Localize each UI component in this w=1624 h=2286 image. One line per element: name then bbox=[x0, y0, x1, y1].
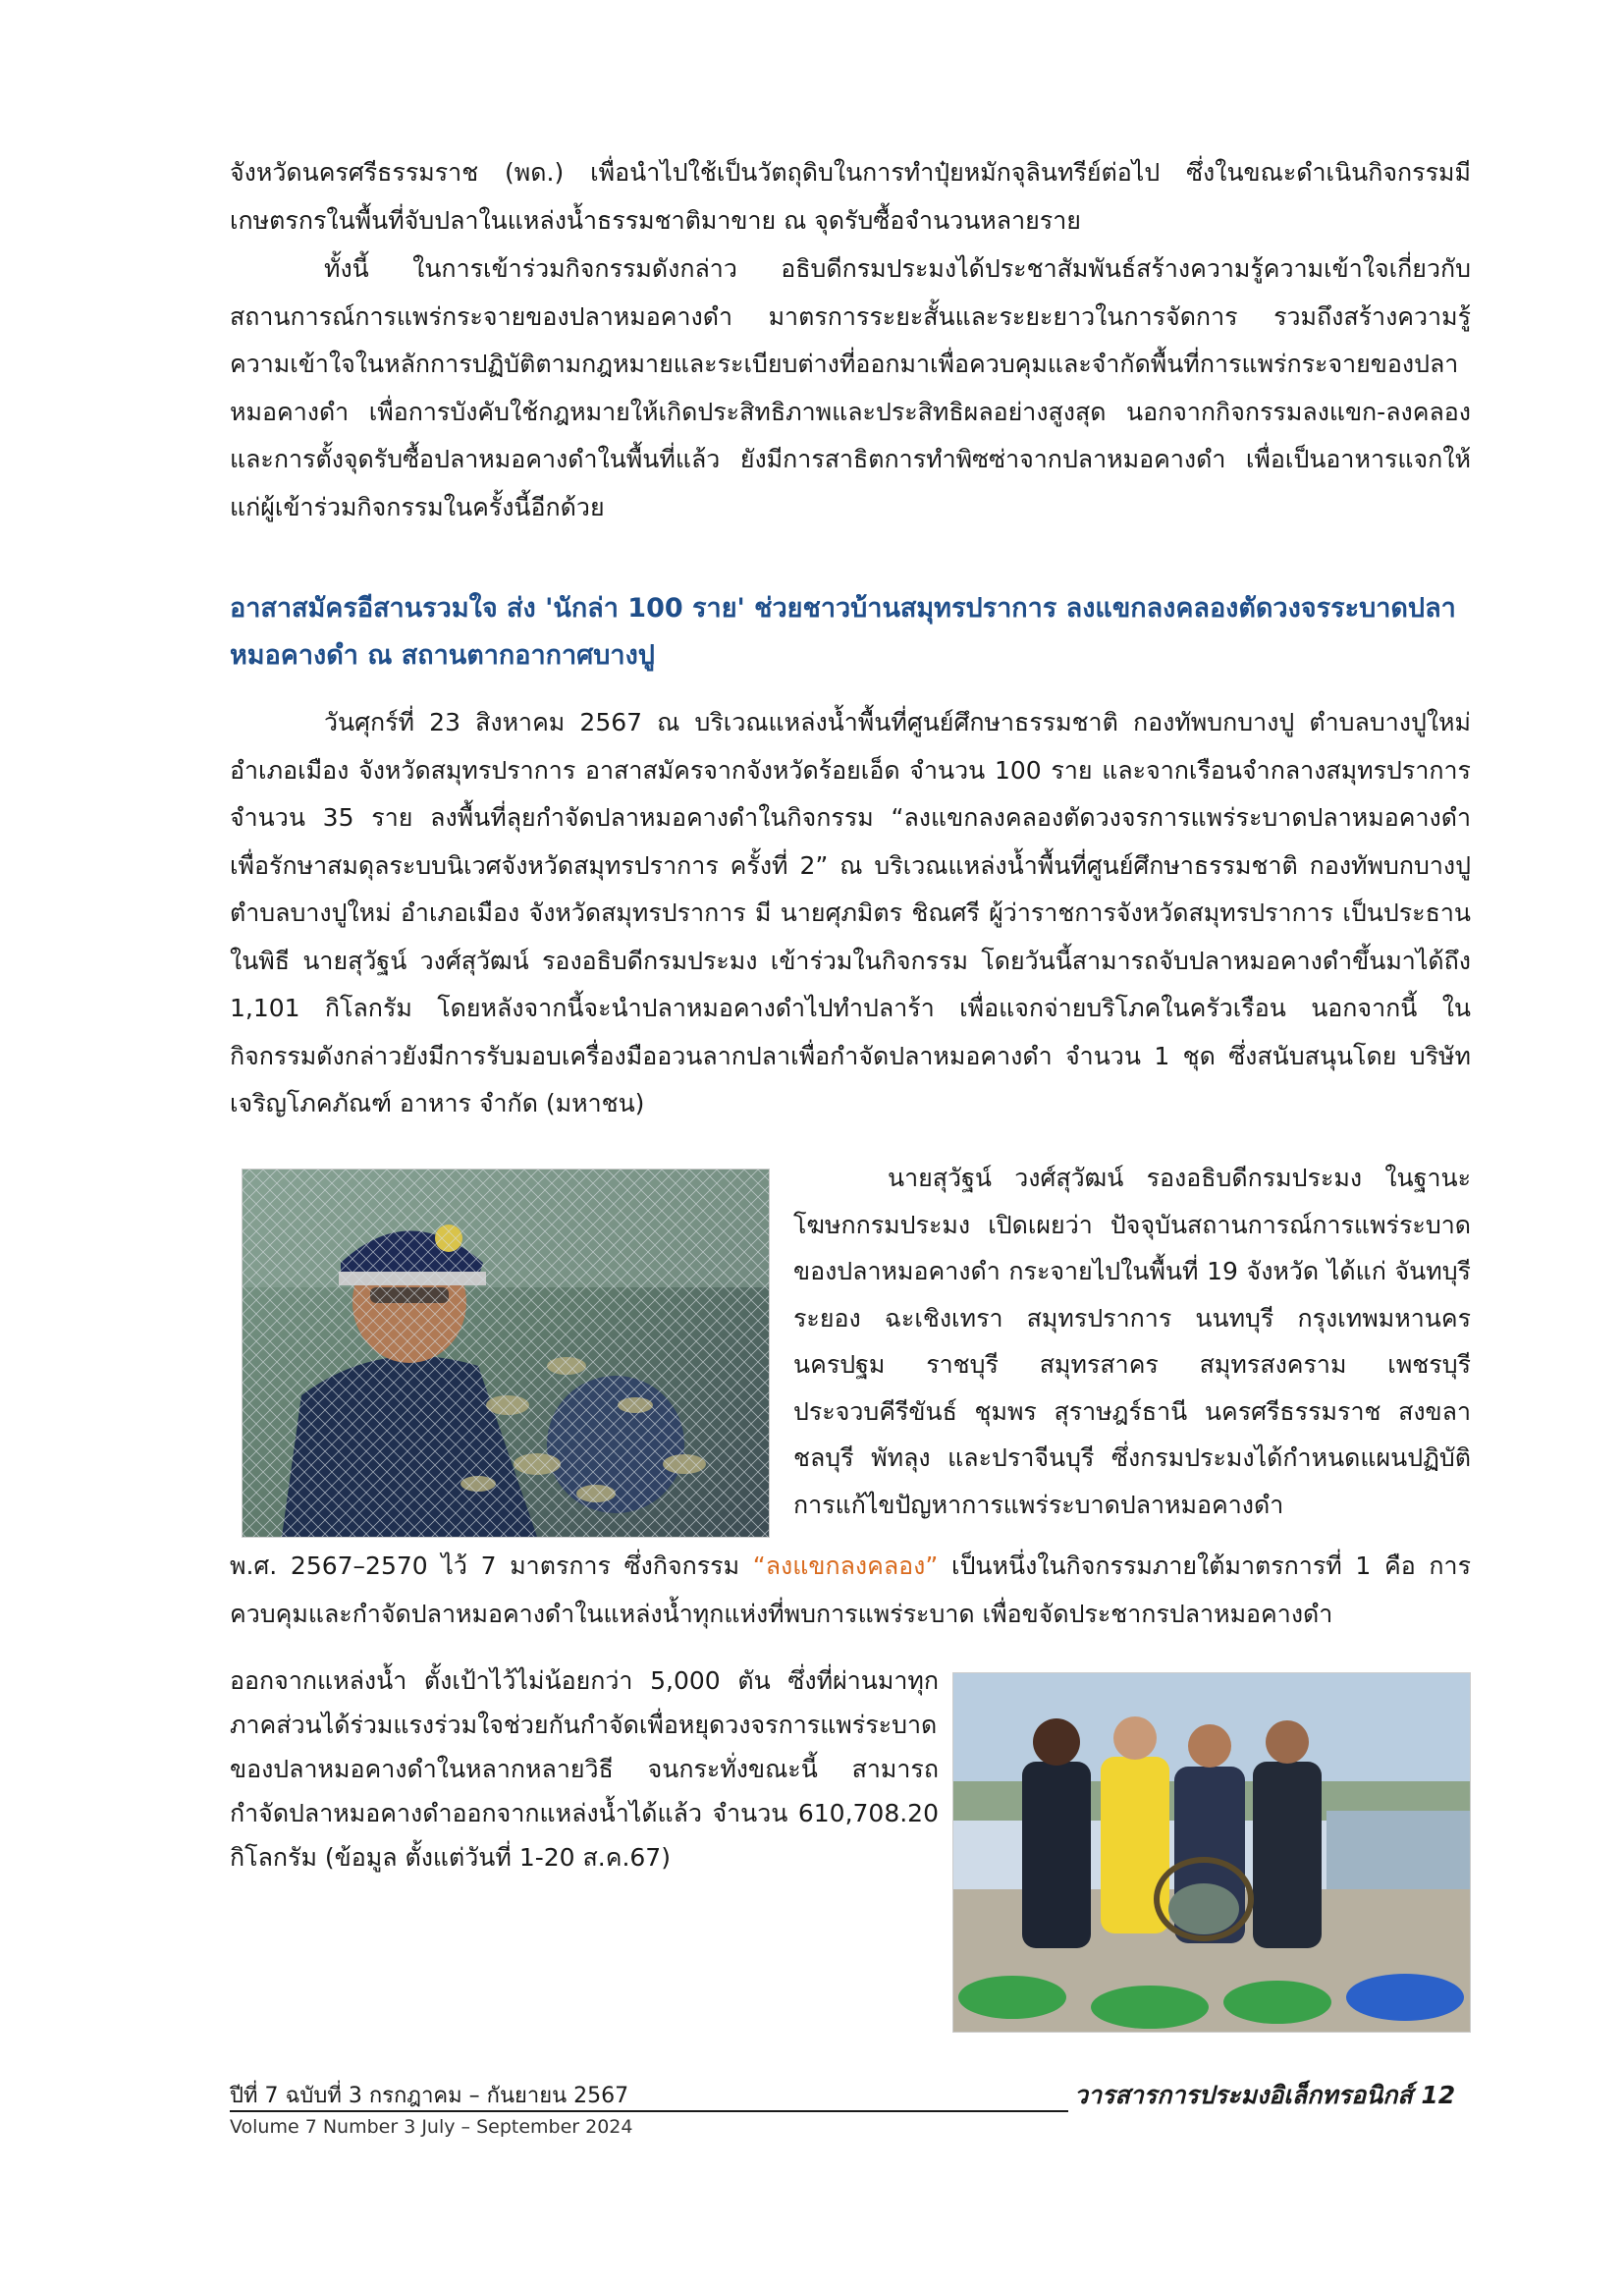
paragraph-intro-continued: จังหวัดนครศรีธรรมราช (พด.) เพื่อนำไปใช้เป็นวัตถุดิบในการทำปุ๋ยหมักจุลินทรีย์ต่อไป ซึ่งในขณะดำเนินกิจกรรมมีเกษตรกรในพื้นที่จับปลาในแหล่งน้ำธรรมชาติมาขาย ณ จุดรับซื้อจำนวนหลายราย bbox=[230, 158, 1471, 235]
photo-officials-with-net bbox=[952, 1672, 1471, 2033]
section-heading: อาสาสมัครอีสานรวมใจ ส่ง 'นักล่า 100 ราย' ช่วยชาวบ้านสมุทรปราการ ลงแขกลงคลองตัดวงจรระบาดปลาหมอคางดำ ณ สถานตากอากาศบางปู bbox=[230, 593, 1456, 671]
paragraph-results: ออกจากแหล่งน้ำ ตั้งเป้าไว้ไม่น้อยกว่า 5,000 ตัน ซึ่งที่ผ่านมาทุกภาคส่วนได้ร่วมแรงร่วมใจช่วยกันกำจัดเพื่อหยุดวงจรการแพร่ระบาดของปลาหมอคางดำในหลากหลายวิธี จนกระทั่งขณะนี้ สามารถกำจัดปลาหมอคางดำออกจากแหล่งน้ำได้แล้ว จำนวน 610,708.20 กิโลกรัม (ข้อมูล ตั้งแต่วันที่ 1-20 ส.ค.67) bbox=[230, 1666, 939, 1872]
photo-fisherman-net bbox=[242, 1169, 770, 1538]
measures-text-a: พ.ศ. 2567–2570 ไว้ 7 มาตรการ ซึ่งกิจกรรม bbox=[230, 1551, 753, 1580]
footer-journal bbox=[1074, 2076, 1455, 2115]
footer-issue-english: Volume 7 Number 3 July – September 2024 bbox=[230, 2116, 633, 2138]
paragraph-spokesperson: นายสุวัฐน์ วงศ์สุวัฒน์ รองอธิบดีกรมประมง ในฐานะโฆษกกรมประมง เปิดเผยว่า ปัจจุบันสถานการณ์การแพร่ระบาดของปลาหมอคางดำ กระจายไปในพื้นที่ 19 จังหวัด ได้แก่ จันทบุรี ระยอง ฉะเชิงเทรา สมุทรปราการ นนทบุรี กรุงเทพมหานคร นครปฐม ราชบุรี สมุทรสาคร สมุทรสงคราม เพชรบุรีประจวบคีรีขันธ์ ชุมพร สุราษฎร์ธานี นครศรีธรรมราช สงขลา ชลบุรี พัทลุง และปราจีนบุรี ซึ่งกรมประมงได้กำหนดแผนปฏิบัติการแก้ไขปัญหาการแพร่ระบาดปลาหมอคางดำ bbox=[793, 1164, 1471, 1519]
page-number: 12 bbox=[1421, 2081, 1456, 2109]
footer-issue-thai: ปีที่ 7 ฉบับที่ 3 กรกฎาคม – กันยายน 2567 bbox=[230, 2084, 629, 2108]
measures-text-b: เป็นหนึ่งในกิจกรรมภายใต้มาตรการที่ 1 คือ การควบคุมและกำจัดปลาหมอคางดำในแหล่งน้ำทุกแห่งที่พบการแพร่ระบาด เพื่อขจัดประชากรปลาหมอคางดำ bbox=[230, 1551, 1471, 1628]
paragraph-event-report: วันศุกร์ที่ 23 สิงหาคม 2567 ณ บริเวณแหล่งน้ำพื้นที่ศูนย์ศึกษาธรรมชาติ กองทัพบกบางปู ตำบลบางปูใหม่ อำเภอเมือง จังหวัดสมุทรปราการ อาสาสมัครจากจังหวัดร้อยเอ็ด จำนวน 100 ราย และจากเรือนจำกลางสมุทรปราการ จำนวน 35 ราย ลงพื้นที่ลุยกำจัดปลาหมอคางดำในกิจกรรม “ลงแขกลงคลองตัดวงจรการแพร่ระบาดปลาหมอคางดำเพื่อรักษาสมดุลระบบนิเวศจังหวัดสมุทรปราการ ครั้งที่ 2” ณ บริเวณแหล่งน้ำพื้นที่ศูนย์ศึกษาธรรมชาติ กองทัพบกบางปู ตำบลบางปูใหม่ อำเภอเมือง จังหวัดสมุทรปราการ มี นายศุภมิตร ชิณศรี ผู้ว่าราชการจังหวัดสมุทรปราการ เป็นประธานในพิธี นายสุวัฐน์ วงศ์สุวัฒน์ รองอธิบดีกรมประมง เข้าร่วมในกิจกรรม โดยวันนี้สามารถจับปลาหมอคางดำขึ้นมาได้ถึง 1,101 กิโลกรัม โดยหลังจากนี้จะนำปลาหมอคางดำไปทำปลาร้า เพื่อแจกจ่ายบริโภคในครัวเรือน นอกจากนี้ ในกิจกรรมดังกล่าวยังมีการรับมอบเครื่องมืออวนลากปลาเพื่อกำจัดปลาหมอคางดำ จำนวน 1 ชุด ซึ่งสนับสนุนโดย บริษัทเจริญโภคภัณฑ์ อาหาร จำกัด (มหาชน) bbox=[230, 708, 1471, 1117]
photo-fisherman-net-image bbox=[243, 1170, 769, 1537]
photo-officials-with-net-image bbox=[953, 1673, 1470, 2032]
paragraph-outreach: ทั้งนี้ ในการเข้าร่วมกิจกรรมดังกล่าว อธิบดีกรมประมงได้ประชาสัมพันธ์สร้างความรู้ความเข้าใจเกี่ยวกับสถานการณ์การแพร่กระจายของปลาหมอคางดำ มาตรการระยะสั้นและระยะยาวในการจัดการ รวมถึงสร้างความรู้ความเข้าใจในหลักการปฏิบัติตามกฎหมายและระเบียบต่างที่ออกมาเพื่อควบคุมและจำกัดพื้นที่การแพร่กระจายของปลาหมอคางดำ เพื่อการบังคับใช้กฎหมายให้เกิดประสิทธิภาพและประสิทธิผลอย่างสูงสุด นอกจากกิจกรรมลงแขก-ลงคลอง และการตั้งจุดรับซื้อปลาหมอคางดำในพื้นที่แล้ว ยังมีการสาธิตการทำพิซซ่าจากปลาหมอคางดำ เพื่อเป็นอาหารแจกให้แก่ผู้เข้าร่วมกิจกรรมในครั้งนี้อีกด้วย bbox=[230, 254, 1471, 521]
footer-divider bbox=[230, 2110, 1068, 2112]
footer-issue-info bbox=[230, 2078, 633, 2138]
footer-journal-title: วารสารการประมงอิเล็กทรอนิกส์ bbox=[1074, 2081, 1413, 2109]
activity-highlight: “ลงแขกลงคลอง” bbox=[752, 1551, 939, 1580]
paragraph-measures bbox=[230, 1543, 1471, 1638]
